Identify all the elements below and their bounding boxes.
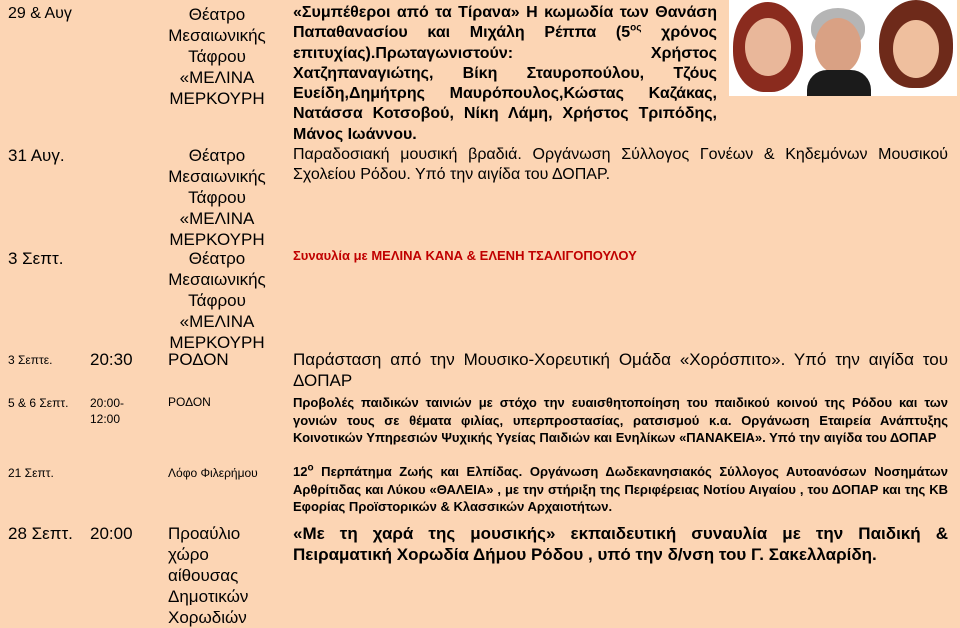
row6-date: 21 Σεπτ. [8,466,54,480]
row5-venue: ΡΟΔΟΝ [168,395,211,409]
row4-time: 20:30 [90,350,133,369]
row4-venue: ΡΟΔΟΝ [168,350,229,369]
row7-description: «Με τη χαρά της μουσικής» εκπαιδευτική συναυλία με την Παιδική & Πειραματική Χορωδία Δήμου Ρόδου , υπό την δ/νση του Γ. Σακελλαρίδη. [293,524,948,564]
row5-time: 20:00- 12:00 [90,396,125,426]
row1-description: «Συμπέθεροι από τα Τίρανα» Η κωμωδία των Θανάση Παπαθανασίου και Μιχάλη Ρέππα ($5^{o\varsigma}$ χρόνος επιτυχίας).Πρωταγωνιστούν: Χρήστος Χατζηπαναγιώτης, Βίκη Σταυροπούλου, Τζόυς Ευείδη,Δημήτρης Μαυρόπουλος,Κώστας Καζάκας, Νατάσσα Κοτσοβού, Νίκη Λάμη, Χρήστος Τριπόδης, Μάνος Ιωάννου. [293,4,717,143]
row7-date: 28 Σεπτ. [8,524,73,543]
row5-date: 5 & 6 Σεπτ. [8,396,69,410]
row3-date: 3 Σεπτ. [8,249,64,268]
row2-description: Παραδοσιακή μουσική βραδιά. Οργάνωση Σύλλογος Γονέων & Κηδεμόνων Μουσικού Σχολείου Ρόδου. Υπό την αιγίδα του ΔΟΠΑΡ. [293,146,948,183]
row4-date: 3 Σεπτε. [8,353,53,367]
row5-description: Προβολές παιδικών ταινιών με στόχο την ευαισθητοποίηση του παιδικού κοινού της Ρόδου και των γονιών τους σε θέματα φιλίας, υπερπροστασίας, ρατσισμού κ.α. Οργάνωση Εταιρεία Ανάπτυξης Κοινοτικών Υπηρεσιών Ψυχικής Υγείας Παιδιών και Ενηλίκων «ΠΑΝΑΚΕΙΑ». Υπό την αιγίδα του ΔΟΠΑΡ [293,395,948,445]
row1-venue: Θέατρο Μεσαιωνικής Τάφρου «ΜΕΛΙΝΑ ΜΕΡΚΟΥΡΗ [168,5,266,108]
row2-venue: Θέατρο Μεσαιωνικής Τάφρου «ΜΕΛΙΝΑ ΜΕΡΚΟΥΡΗ [168,146,266,249]
row3-venue: Θέατρο Μεσαιωνικής Τάφρου «ΜΕΛΙΝΑ ΜΕΡΚΟΥΡΗ [168,249,266,352]
row6-venue: Λόφο Φιλερήμου [168,466,258,480]
row7-time: 20:00 [90,524,133,543]
row1-date: 29 & Αυγ [8,5,72,22]
row7-venue: Προαύλιο χώρο αίθουσας Δημοτικών Χορωδιών [168,524,249,627]
row3-description: Συναυλία με ΜΕΛΙΝΑ ΚΑΝΑ & ΕΛΕΝΗ ΤΣΑΛΙΓΟΠΟΥΛΟΥ [293,248,637,263]
actors-photo [729,0,957,96]
row2-date: 31 Αυγ. [8,146,65,165]
row6-description: $12^o$ Περπάτημα Ζωής και Ελπίδας. Οργάνωση Δωδεκανησιακός Σύλλογος Αυτοανόσων Νοσημάτων Αρθρίτιδας και Λύκου «ΘΑΛΕΙΑ» , με την στήριξη της Περιφέρειας Νοτίου Αιγαίου , του ΔΟΠΑΡ και της ΚΒ Εφορίας Προϊστορικών & Κλασσικών Αρχαιοτήτων. [293,462,948,514]
row4-description: Παράσταση από την Μουσικο-Χορευτική Ομάδα «Χορόσπιτο». Υπό την αιγίδα του ΔΟΠΑΡ [293,350,948,390]
